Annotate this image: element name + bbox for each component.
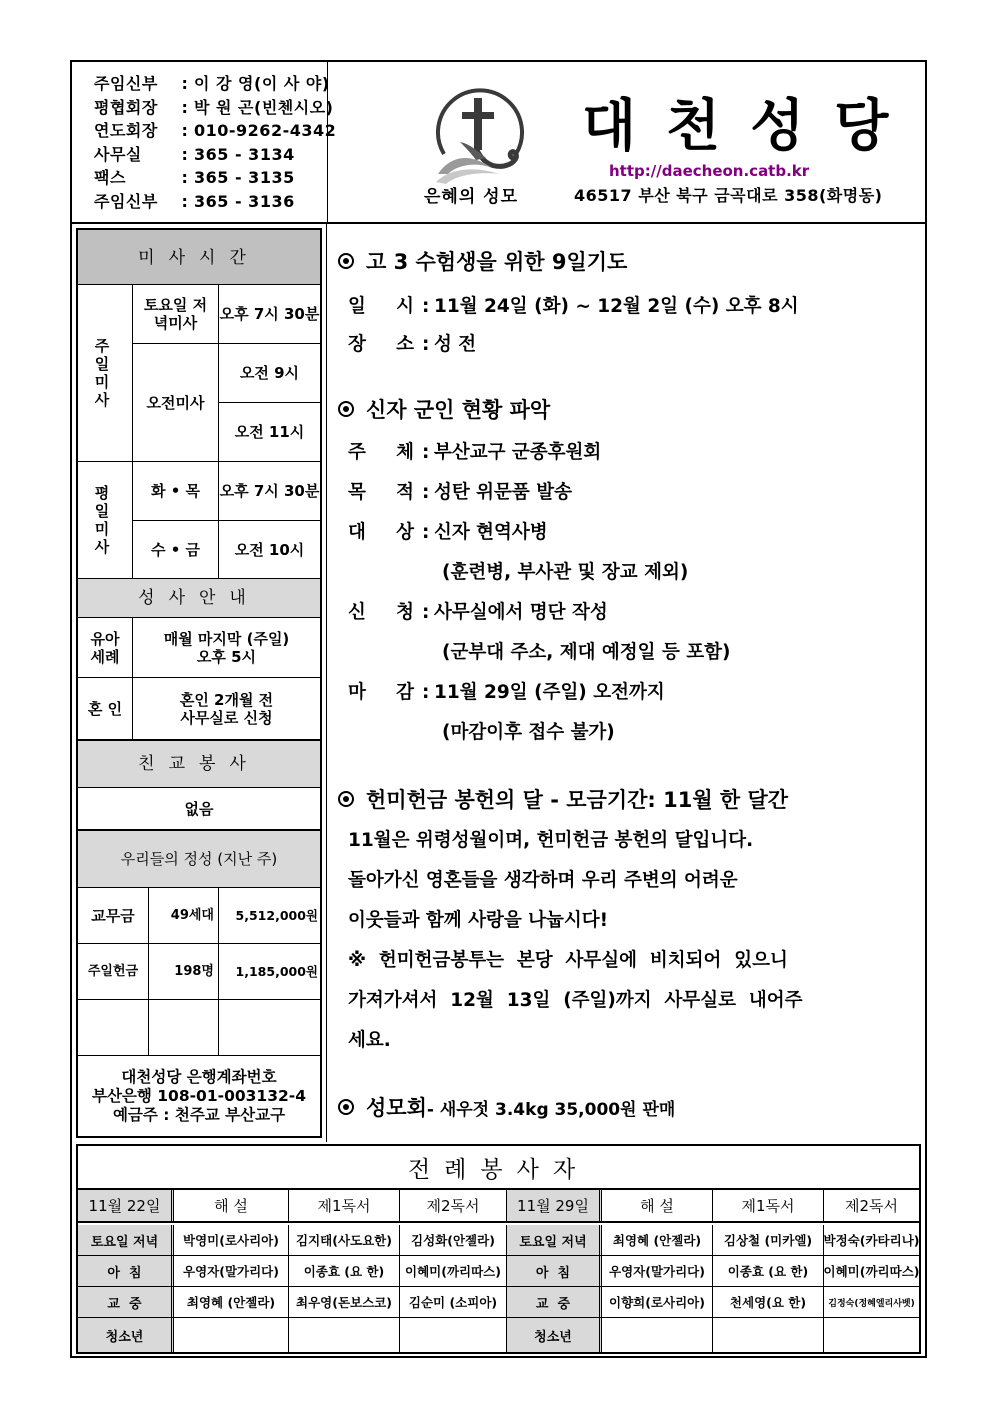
marriage-row: 혼 인 혼인 2개월 전 사무실로 신청 (78, 678, 320, 741)
info-sidebar (76, 228, 322, 1138)
wed-fri-mass: 수 • 금 (132, 520, 218, 578)
morning-mass-time-2: 오전 11시 (218, 402, 320, 461)
liturgy-row: 청소년 청소년 (78, 1318, 919, 1352)
header-divider (327, 62, 328, 222)
column-divider (326, 222, 327, 1142)
notice-line: (군부대 주소, 제대 예정일 등 포함) (442, 642, 731, 663)
contact-row: 연도회장 : 010-9262-4342 (94, 121, 337, 140)
notice-paragraph-line: 가져가셔서 12월 13일 (주일)까지 사무실로 내어주 (348, 990, 803, 1011)
bank-account: 대천성당 은행계좌번호 부산은행 108-01-003132-4 예금주 : 천주교 부산교구 (91, 1067, 306, 1124)
contact-list (94, 72, 336, 213)
address: 46517 부산 북구 금곡대로 358(화명동) (574, 186, 883, 205)
notice-title: 신자 군인 현황 파악 (338, 394, 550, 424)
morning-mass: 오전미사 (132, 343, 218, 461)
notice-line: 목 적 : 성탄 위문품 발송 (348, 482, 572, 503)
notice-title: 성모회 - 새우젓 3.4kg 35,000원 판매 (338, 1092, 675, 1122)
logo-caption: 은혜의 성모 (424, 187, 519, 207)
saturday-evening-time: 오후 7시 30분 (218, 285, 320, 343)
notice-line: 마 감 : 11월 29일 (주일) 오전까지 (348, 682, 665, 703)
tue-thu-time: 오후 7시 30분 (218, 462, 320, 520)
weekday-mass-block (78, 462, 320, 579)
notice-paragraph-line: 이웃들과 함께 사랑을 나눕시다! (348, 910, 609, 931)
morning-mass-time-1: 오전 9시 (218, 343, 320, 402)
notice-paragraph-line: 세요. (348, 1030, 391, 1051)
sunday-mass-label: 주 일 미 사 (94, 337, 116, 409)
bullet-icon (338, 791, 354, 807)
contact-row: 평협회장 : 박 원 곤(빈첸시오) (94, 97, 334, 117)
parish-logo-icon (430, 82, 530, 192)
offering-row-empty (78, 1000, 320, 1056)
liturgy-row: 토요일 저녁 박영미(로사리아) 김지태(사도요한) 김성화(안젤라) 토요일 저녁 최영혜 (안젤라) 김상철 (미카엘) 박정숙(카타리나) (78, 1225, 919, 1256)
notice-line: 대 상 : 신자 현역사병 (348, 522, 548, 543)
notice-title: 헌미헌금 봉헌의 달 - 모금기간: 11월 한 달간 (338, 784, 788, 814)
offering-row: 주일헌금 198명 1,185,000원 (78, 944, 320, 1000)
volunteer-row: 없음 (78, 788, 320, 831)
liturgy-title: 전례봉사자 (78, 1146, 919, 1190)
mass-times-heading: 미사시간 (78, 230, 320, 285)
sunday-mass-block (78, 285, 320, 462)
sacraments-heading: 성사안내 (78, 579, 320, 618)
notice-paragraph-line: 11월은 위령성월이며, 헌미헌금 봉헌의 달입니다. (348, 830, 754, 851)
parish-title: 대천성당 (582, 94, 919, 159)
liturgy-row: 교 중 최영혜 (안젤라) 최우영(돈보스코) 김순미 (소피아) 교 중 이향희(로사리아) 천세영(요 한) 김정숙(정혜엘리사벳) (78, 1287, 919, 1318)
notice-paragraph-line: 돌아가신 영혼들을 생각하며 우리 주변의 어려운 (348, 870, 738, 891)
notice-paragraph-line: ※ 헌미헌금봉투는 본당 사무실에 비치되어 있으니 (348, 950, 788, 971)
bullet-icon (338, 401, 354, 417)
volunteer-heading: 친교봉사 (78, 741, 320, 788)
header (72, 62, 925, 224)
infant-baptism-row: 유아 세례 매월 마지막 (주일) 오후 5시 (78, 618, 320, 678)
contact-row: 사무실 : 365 - 3134 (94, 144, 295, 164)
bulletin-page (70, 60, 927, 1358)
website-link[interactable]: http://daecheon.catb.kr (609, 162, 810, 180)
bullet-icon (338, 253, 354, 269)
contact-row: 팩스 : 365 - 3135 (94, 168, 295, 187)
saturday-evening-mass: 토요일 저녁미사 (132, 285, 218, 343)
notice-line: 일 시 : 11월 24일 (화) ~ 12월 2일 (수) 오후 8시 (348, 296, 799, 317)
notice-line: (훈련병, 부사관 및 장교 제외) (442, 562, 689, 583)
contact-row: 주임신부 : 365 - 3136 (94, 191, 295, 211)
notice-line: 주 체 : 부산교구 군종후원회 (348, 442, 602, 463)
contact-row: 주임신부 : 이 강 영(이 사 야) (94, 74, 330, 93)
weekday-mass-label: 평 일 미 사 (94, 484, 116, 556)
bullet-icon (338, 1099, 354, 1115)
notice-line: (마감이후 접수 불가) (442, 722, 615, 743)
offerings-heading: 우리들의 정성 (지난 주) (78, 831, 320, 888)
liturgy-servers-table (76, 1144, 921, 1354)
offering-row: 교무금 49세대 5,512,000원 (78, 888, 320, 944)
notice-line: 신 청 : 사무실에서 명단 작성 (348, 602, 608, 623)
wed-fri-time: 오전 10시 (218, 520, 320, 578)
notice-title: 고 3 수험생을 위한 9일기도 (338, 246, 627, 276)
notice-line: 장 소 : 성 전 (348, 334, 477, 355)
liturgy-header-row: 11월 22일 해 설 제1독서 제2독서 11월 29일 해 설 제1독서 제2독서 (78, 1190, 919, 1223)
liturgy-row: 아 침 우영자(말가리다) 이종효 (요 한) 이혜미(까리따스) 아 침 우영자(말가리다) 이종효 (요 한) 이혜미(까리따스) (78, 1256, 919, 1287)
tue-thu-mass: 화 • 목 (132, 462, 218, 520)
